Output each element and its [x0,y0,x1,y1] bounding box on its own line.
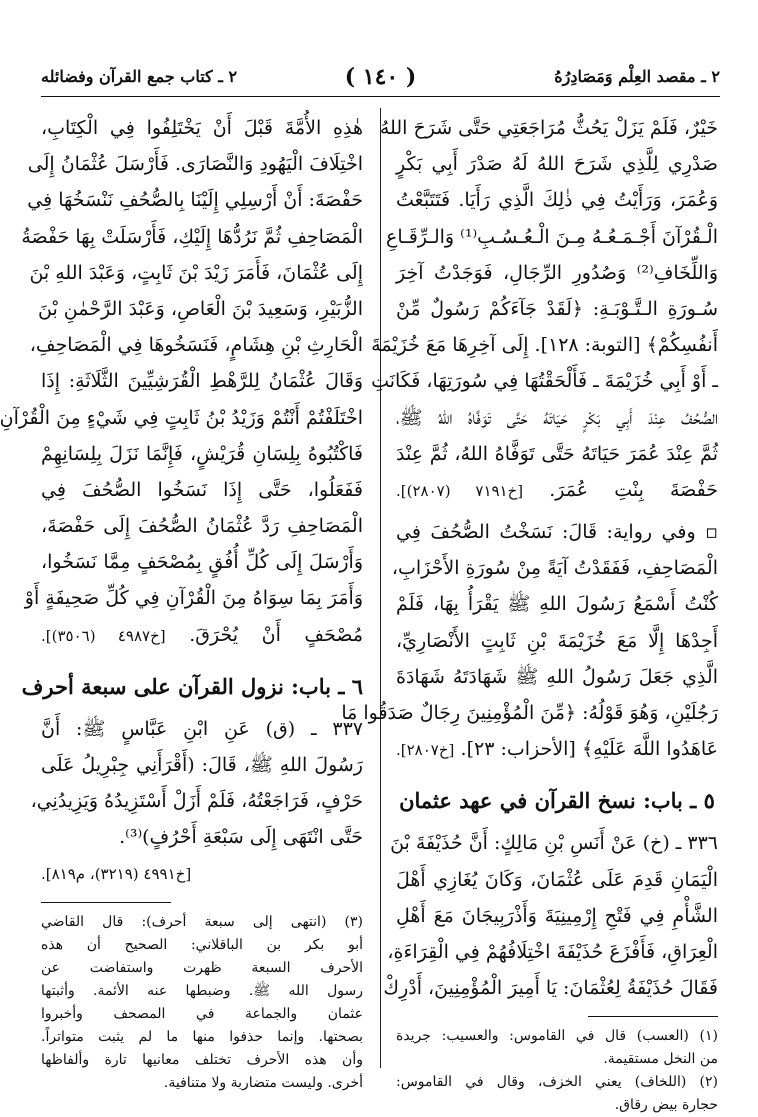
line-text: مُصْحَفٍ أَنْ يُحْرَقَ. [189,623,364,646]
text-line: الْمَصَاحِفِ رَدَّ عُثْمَانُ الصُّحُفَ إِلَى حَفْصَةَ، [41,515,363,538]
text-line: وَأَمَرَ بِمَا سِوَاهُ مِنَ الْقُرْآنِ فِي كُلِّ صَحِيفَةٍ أَوْ [24,587,363,610]
hadith-reference: [خ٢٨٠٧]. [396,741,455,760]
text-line: الَّذِي جَعَلَ رَسُولُ اللهِ ﷺ شَهَادَتَهُ شَهَادَةَ [396,665,718,688]
text-line: وَاللِّخَافِ⁽²⁾ وَصُدُورِ الرِّجَالِ، فَوَجَدْتُ آخِرَ [396,261,718,284]
text-line: الْمَصَاحِفِ، فَفَقَدْتُ آيَةً مِنْ سُورَةِ الأَحْزَابِ، [391,557,718,580]
footnote-line: بصحتها. وإنما حذفوا منها ما لم يثبت متواتراً. [41,1028,363,1045]
text-line: كُنْتُ أَسْمَعُ رَسُولَ اللهِ ﷺ يَقْرَأُ بِهَا، فَلَمْ [396,593,718,616]
hadith-reference: [خ٤٩٨٧ (٣٥٠٦)]. [41,626,166,645]
footnote-rule [588,1016,718,1017]
footnote-rule [41,902,171,903]
footnote-line: حجارة بيض رقاق. [614,1097,718,1114]
text-line: ـ أَوْ أَبِي خُزَيْمَةَ ـ فَأَلْحَقْتُهَا فِي سُورَتِهَا، فَكَانَتِ [371,370,718,393]
hadith-reference: [خ٤٩٩١ (٣٢١٩)، م٨١٩]. [41,864,192,883]
running-head-right: ٢ ـ مقصد العِلْم وَمَصَادِرُهُ [554,67,720,86]
column-divider [380,108,381,1068]
line-text: حَفْصَةَ بِنْتِ عُمَرَ. [549,478,718,501]
text-line: هٰذِهِ الأُمَّةَ قَبْلَ أَنْ يَخْتَلِفُوا فِي الْكِتَابِ، [41,117,363,139]
text-line: اخْتَلَفْتُمْ أَنْتُمْ وَزَيْدُ بْنُ ثَابِتٍ فِي شَيْءٍ مِنَ الْقُرْآنِ [0,406,363,429]
footnote-line: أبو بكر بن الباقلاني: الصحيح أن هذه [41,936,363,953]
text-line: رَجُلَيْنِ، وَهُوَ قَوْلُهُ: ﴿مِّنَ الْمُؤْمِنِينَ رِجَالٌ صَدَقُوا مَا [341,702,718,724]
running-head-left: ٢ ـ كتاب جمع القرآن وفضائله [41,67,238,86]
citation-line [41,617,363,653]
footnote-line: عثمان والجماعة في المصحف وأخبروا [41,1005,363,1022]
text-line: فَاكْتُبُوهُ بِلِسَانِ قُرَيْشٍ، فَإِنَّمَا نَزَلَ بِلِسَانِهِمْ [41,442,363,465]
text-line: ٣٣٧ ـ (ق) عَنِ ابْنِ عَبَّاسٍ ﷺ: أَنَّ [41,717,363,740]
footnote-line: (٢) (اللخاف) يعني الخزف، وقال في القاموس: [396,1074,718,1091]
page-header [41,58,720,98]
text-line: الْيَمَانِ قَدِمَ عَلَى عُثْمَانَ، وَكَانَ يُغَازِي أَهْلَ [396,868,718,891]
text-line: ثُمَّ عِنْدَ عُمَرَ حَيَاتَهُ حَتَّى تَوَفَّاهُ اللهُ، ثُمَّ عِنْدَ [396,442,718,465]
text-line: أَنفُسِكُمْ﴾ [التوبة: ١٢٨]. إِلَى آخِرِهَا مَعَ خُزَيْمَةَ [371,334,718,357]
text-line: حَفْصَةَ: أَنْ أَرْسِلِي إِلَيْنَا بِالصُّحُفِ نَنْسَخُهَا فِي [27,189,363,212]
text-line: فَفَعَلُوا، حَتَّى إِذَا نَسَخُوا الصُّحُفَ فِي [41,478,363,501]
chapter-heading: ٥ ـ باب: نسخ القرآن في عهد عثمان [399,788,715,814]
footnote-line: رسول الله ﷺ. وضبطها عنه الأئمة. وأثبتها [41,982,363,999]
text-line: وَقَالَ عُثْمَانُ لِلرَّهْطِ الْقُرَشِيِّينَ الثَّلَاثَةِ: إِذَا [41,370,363,393]
text-line: إِلَى عُثْمَانَ، فَأَمَرَ زَيْدَ بْنَ ثَابِتٍ، وَعَبْدَ اللهِ بْنَ [29,261,363,284]
footnote-line: (١) (العسب) قال في القاموس: والعسيب: جريدة [396,1028,718,1045]
text-line: وَعُمَرَ، وَرَأَيْتُ فِي ذٰلِكَ الَّذِي رَأَيَا. فَتَتَبَّعْتُ [396,189,718,212]
text-line: الشَّأْمِ فِي فَتْحِ إِرْمِينِيَةَ وَأَذْرَبِيجَانَ مَعَ أَهْلِ [396,904,718,927]
text-line: فَقَالَ حُذَيْفَةُ لِعُثْمَانَ: يَا أَمِيرَ الْمُؤْمِنِينَ، أَدْرِكْ [383,977,718,1000]
text-line: الْحَارِثِ بْنِ هِشَامٍ، فَنَسَخُوهَا فِي الْمَصَاحِفِ، [29,334,363,357]
hadith-reference: [خ٧١٩١ (٢٨٠٧)]. [396,481,524,500]
footnote-line: (٣) (انتهى إلى سبعة أحرف): قال القاضي [41,913,363,930]
footnote-line: الأحرف السبعة ظهرت واستفاضت عن [41,959,363,976]
right-column [341,110,718,1117]
citation-line [396,472,718,508]
citation-line [396,731,718,767]
header-rule [41,96,720,97]
text-line: سُـورَةِ الـتَّـوْبَـةِ: ﴿لَقَدْ جَآءَكُمْ رَسُولٌ مِّنْ [396,297,718,320]
text-line: اخْتِلَافَ الْيَهُودِ وَالنَّصَارَى. فَأَرْسَلَ عُثْمَانُ إِلَى [27,153,363,176]
text-line: الْمَصَاحِفِ ثُمَّ نَرُدُّهَا إِلَيْكِ، فَأَرْسَلَتْ بِهَا حَفْصَةُ [21,225,363,248]
text-line: أَجِدْهَا إِلَّا مَعَ خُزَيْمَةَ بْنِ ثَابِتٍ الأَنْصَارِيِّ، [396,629,718,652]
page-number: ( ١٤٠ ) [344,64,417,90]
text-line: الصُّحُفُ عِنْدَ أَبِي بَكْرٍ حَيَاتَهُ حَتَّى تَوَفَّاهُ اللهُ ﷺ، [396,406,718,429]
line-text: عَاهَدُوا اللَّهَ عَلَيْهِ﴾ [الأحزاب: ٢٣]. [460,738,718,761]
text-line: صَدْرِي لِلَّذِي شَرَحَ اللهُ لَهُ صَدْرَ أَبِي بَكْرٍ [396,153,718,176]
text-line: الزُّبَيْرِ، وَسَعِيدَ بْنَ الْعَاصِ، وَعَبْدَ الرَّحْمٰنِ بْنَ [38,297,363,320]
left-column [0,110,364,1095]
text-line: وَأَرْسَلَ إِلَى كُلِّ أُفُقٍ بِمُصْحَفٍ مِمَّا نَسَخُوا، [41,551,363,574]
footnote-line: من النخل مستقيمة. [603,1051,718,1068]
text-line: الْعِرَاقِ، فَأَفْزَعَ حُذَيْفَةَ اخْتِلَافُهُمْ فِي الْقِرَاءَةِ، [387,940,718,963]
text-line: خَيْرٌ، فَلَمْ يَزَلْ يَحُثُّ مُرَاجَعَتِي حَتَّى شَرَحَ اللهُ [379,117,718,139]
text-line: رَسُولَ اللهِ ﷺ، قَالَ: (أَقْرَأَنِي جِبْرِيلُ عَلَى [41,754,363,776]
text-line: ▫ وفي رواية: قَالَ: نَسَخْتُ الصُّحُفَ فِي [396,521,718,544]
footnote-line: أخرى. وليست متضاربة ولا متنافية. [163,1074,363,1091]
text-line: ٣٣٦ ـ (خ) عَنْ أَنَسِ بْنِ مَالِكٍ: أَنَّ حُذَيْفَةَ بْنَ [390,832,718,855]
chapter-heading: ٦ ـ باب: نزول القرآن على سبعة أحرف [21,673,363,699]
text-line: الْـقُرْآنَ أَجْـمَـعُـهُ مِـنَ الْـعُـسُـبِ⁽¹⁾ وَالـرِّقَـاعِ [386,225,718,248]
footnote-line: وأن هذه الأحرف تختلف معانيها تارة وألفاظها [41,1051,363,1068]
text-line: حَتَّى انْتَهَى إِلَى سَبْعَةِ أَحْرُفٍ)⁽³⁾. [119,826,363,849]
text-line: حَرْفٍ، فَرَاجَعْتُهُ، فَلَمْ أَزَلْ أَسْتَزِيدُهُ وَيَزِيدُنِي، [30,790,363,813]
